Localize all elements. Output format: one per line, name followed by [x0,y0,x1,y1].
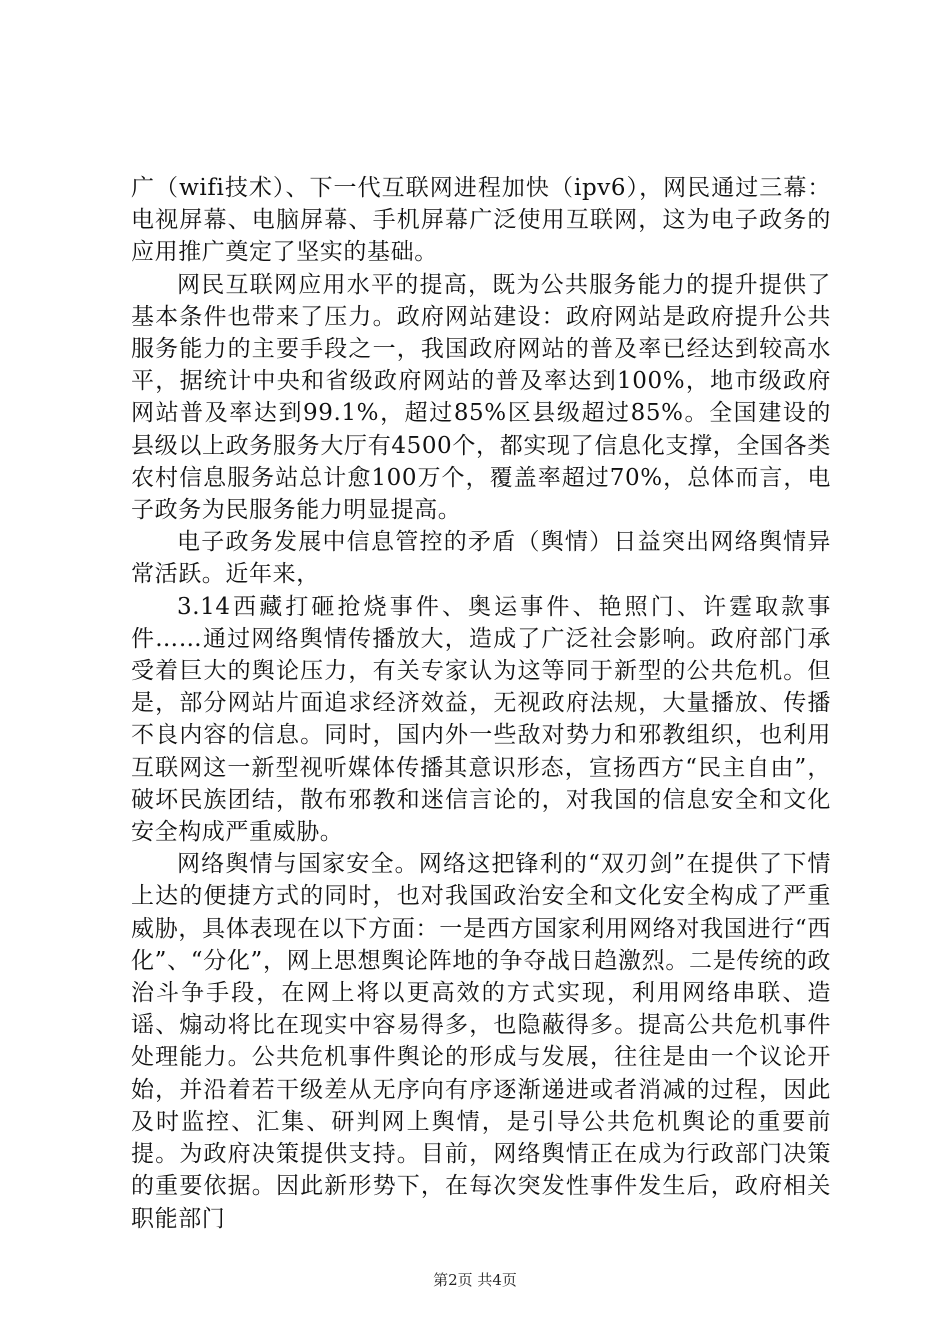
page-footer: 第2页 共4页 [433,1271,517,1289]
paragraph-2: 网民互联网应用水平的提高，既为公共服务能力的提升提供了基本条件也带来了压力。政府网站建设：政府网站是政府提升公共服务能力的主要手段之一，我国政府网站的普及率已经达到较高水平，据统计中央和省级政府网站的普及率达到100%，地市级政府网站普及率达到99.1%，超过85%区县级超过85%。全国建设的县级以上政务服务大厅有4500个，都实现了信息化支撑，全国各类农村信息服务站总计愈100万个，覆盖率超过70%，总体而言，电子政务为民服务能力明显提高。 [131,271,831,524]
document-body [131,172,831,1235]
paragraph-1: 广（wifi技术）、下一代互联网进程加快（ipv6），网民通过三幕：电视屏幕、电脑屏幕、手机屏幕广泛使用互联网，这为电子政务的应用推广奠定了坚实的基础。 [131,175,831,266]
paragraph-4: 3.14西藏打砸抢烧事件、奥运事件、艳照门、许霆取款事件……通过网络舆情传播放大，造成了广泛社会影响。政府部门承受着巨大的舆论压力，有关专家认为这等同于新型的公共危机。但是，部分网站片面追求经济效益，无视政府法规，大量播放、传播不良内容的信息。同时，国内外一些敌对势力和邪教组织，也利用互联网这一新型视听媒体传播其意识形态，宣扬西方“民主自由”，破坏民族团结，散布邪教和迷信言论的，对我国的信息安全和文化安全构成严重威胁。 [131,593,831,846]
paragraph-5: 网络舆情与国家安全。网络这把锋利的“双刃剑”在提供了下情上达的便捷方式的同时，也对我国政治安全和文化安全构成了严重威胁，具体表现在以下方面：一是西方国家利用网络对我国进行“西化”、“分化”，网上思想舆论阵地的争夺战日趋激烈。二是传统的政治斗争手段，在网上将以更高效的方式实现，利用网络串联、造谣、煽动将比在现实中容易得多，也隐蔽得多。提高公共危机事件处理能力。公共危机事件舆论的形成与发展，往往是由一个议论开始，并沿着若干级差从无序向有序逐渐递进或者消减的过程，因此及时监控、汇集、研判网上舆情，是引导公共危机舆论的重要前提。为政府决策提供支持。目前，网络舆情正在成为行政部门决策的重要依据。因此新形势下，在每次突发性事件发生后，政府相关职能部门 [131,851,831,1232]
paragraph-3: 电子政务发展中信息管控的矛盾（舆情）日益突出网络舆情异常活跃。近年来， [131,529,831,588]
